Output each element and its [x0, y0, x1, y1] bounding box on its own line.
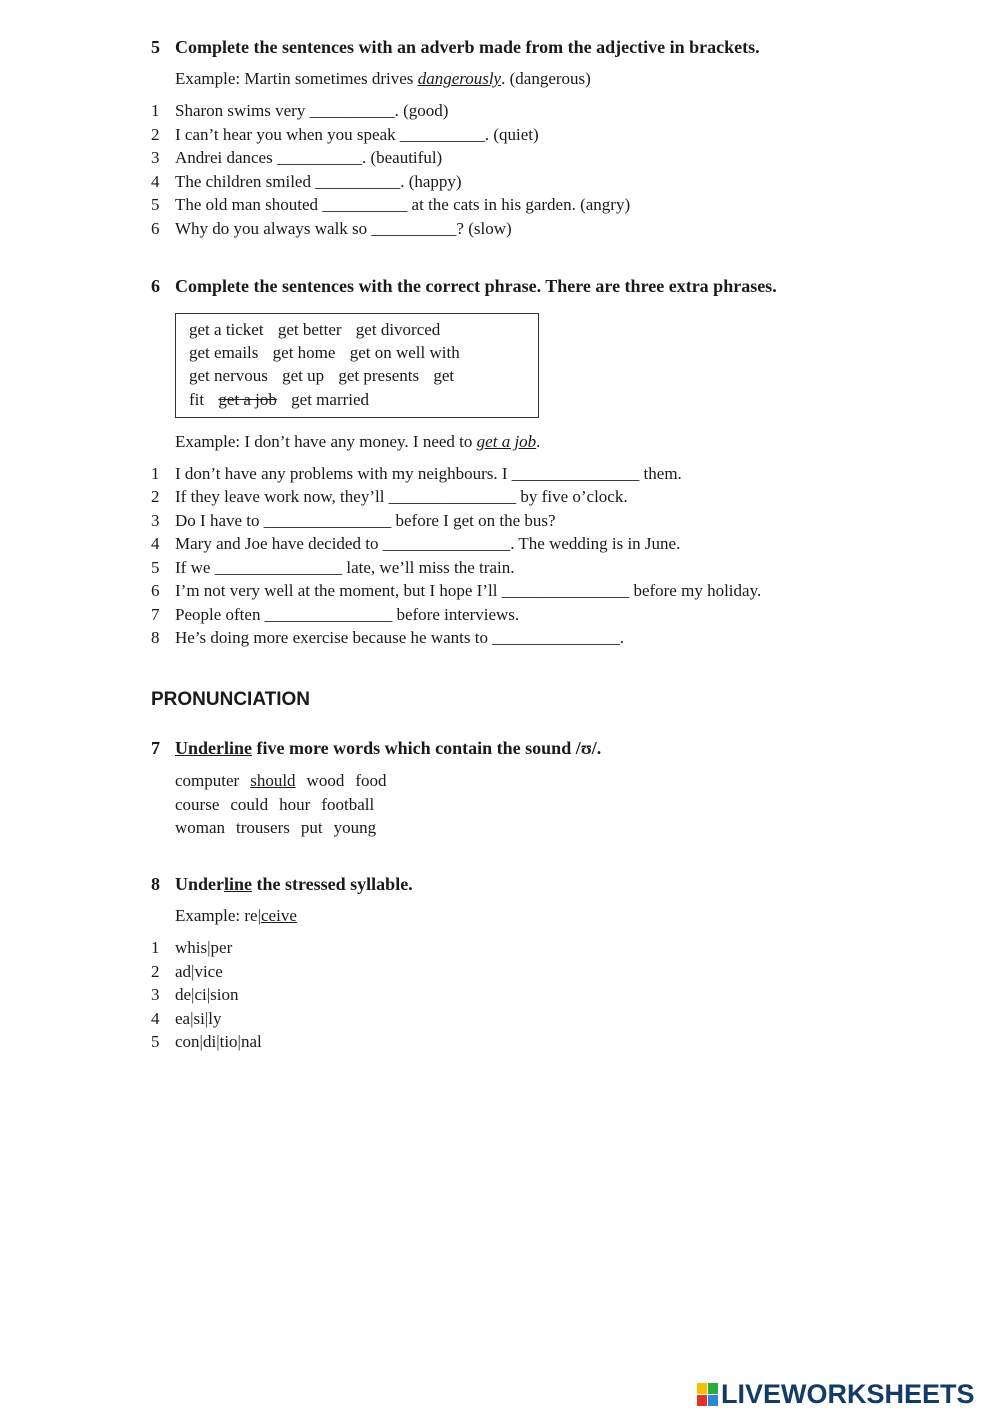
exercise-8-heading	[151, 873, 851, 896]
sentence-with-blank: The old man shouted __________ at the cats in his garden. (angry)	[175, 195, 631, 214]
list-item: 6 I’m not very well at the moment, but I hope I’ll _______________ before my holiday.	[151, 579, 851, 603]
liveworksheets-logo	[697, 1380, 975, 1408]
list-item: 2 If they leave work now, they’ll _______________ by five o’clock.	[151, 485, 851, 509]
list-item: 3 Do I have to _______________ before I get on the bus?	[151, 509, 851, 533]
word: wood	[306, 771, 345, 790]
logo-square	[697, 1395, 707, 1406]
list-item: 6 Why do you always walk so __________? (slow)	[151, 217, 851, 241]
list-item: 4 Mary and Joe have decided to _______________. The wedding is in June.	[151, 532, 851, 556]
sentence-with-blank: Why do you always walk so __________? (slow)	[175, 218, 512, 238]
example-stressed-syllable: ceive	[261, 906, 297, 925]
syllabified-word: con|di|tio|nal	[175, 1032, 262, 1051]
list-item: 8 He’s doing more exercise because he wants to _______________.	[151, 626, 851, 650]
word: football	[321, 794, 375, 814]
sentence-with-blank: People often _______________ before interviews.	[175, 604, 520, 624]
exercise-number: 6	[151, 276, 160, 296]
exercise-5-items	[151, 99, 851, 240]
syllabified-word: de|ci|sion	[175, 985, 239, 1004]
phrase: get a ticket	[189, 320, 264, 339]
phrase: get home	[272, 343, 336, 363]
exercise-instruction: Complete the sentences with an adverb made from the adjective in brackets.	[175, 37, 760, 57]
phrase: get divorced	[355, 320, 441, 339]
exercise-instruction: Underline the stressed syllable.	[175, 874, 413, 894]
list-item: 1 Sharon swims very __________. (good)	[151, 99, 851, 123]
list-item: 2 ad|vice	[151, 960, 851, 984]
exercise-number: 5	[151, 37, 160, 57]
exercise-6-heading	[151, 275, 851, 298]
word-row	[175, 769, 851, 793]
sentence-with-blank: I can’t hear you when you speak __________. (quiet)	[175, 124, 539, 144]
word: computer	[175, 771, 240, 790]
sentence-with-blank: He’s doing more exercise because he wants to _______________.	[175, 628, 624, 648]
sentence-with-blank: Andrei dances __________. (beautiful)	[175, 148, 443, 167]
sentence-with-blank: I’m not very well at the moment, but I hope I’ll _______________ before my holiday.	[175, 581, 762, 601]
list-item: 2 I can’t hear you when you speak __________. (quiet)	[151, 123, 851, 147]
phrase-crossed-out: get a job	[218, 389, 277, 409]
exercise-5	[151, 36, 851, 240]
exercise-instruction: Complete the sentences with the correct phrase. There are three extra phrases.	[175, 276, 777, 296]
exercise-instruction: Underline five more words which contain the sound /ʊ/.	[175, 738, 602, 758]
sentence-with-blank: Mary and Joe have decided to _______________. The wedding is in June.	[175, 534, 681, 554]
list-item: 3 de|ci|sion	[151, 983, 851, 1007]
list-item: 4 ea|si|ly	[151, 1007, 851, 1031]
phrase-row	[189, 388, 526, 411]
phrase: fit	[189, 389, 205, 409]
syllabified-word: ad|vice	[175, 961, 223, 981]
word: food	[355, 771, 387, 790]
exercise-6	[151, 275, 851, 650]
word-underlined-example: should	[250, 771, 296, 790]
example-answer: get a job	[476, 431, 537, 451]
example-line: Example: I don’t have any money. I need to get a job.	[175, 431, 541, 451]
list-item: 7 People often _______________ before interviews.	[151, 603, 851, 627]
logo-square	[708, 1383, 718, 1394]
list-item: 5 con|di|tio|nal	[151, 1030, 851, 1054]
exercise-7	[151, 737, 851, 840]
phrase: get emails	[189, 343, 259, 363]
example-answer: dangerously	[417, 69, 502, 88]
logo-square	[708, 1395, 718, 1406]
example-line: Example: Martin sometimes drives dangerously. (dangerous)	[175, 69, 591, 88]
phrase-row	[189, 318, 526, 341]
phrase: get married	[291, 389, 370, 409]
word: put	[300, 818, 323, 837]
list-item: 4 The children smiled __________. (happy)	[151, 170, 851, 194]
word: young	[333, 818, 377, 837]
phrase-row	[189, 364, 526, 387]
word: hour	[279, 794, 311, 814]
phrase: get on well with	[349, 343, 460, 363]
sentence-with-blank: I don’t have any problems with my neighbours. I _______________ them.	[175, 463, 682, 483]
phrase-row	[189, 341, 526, 364]
syllabified-word: whis|per	[175, 938, 233, 957]
exercise-number: 7	[151, 738, 160, 758]
phrase-box	[175, 313, 539, 418]
exercise-8	[151, 873, 851, 1054]
word: course	[175, 794, 220, 814]
logo-square	[697, 1383, 707, 1394]
word: woman	[175, 818, 226, 837]
list-item: 3 Andrei dances __________. (beautiful)	[151, 146, 851, 170]
logo-text: LIVEWORKSHEETS	[721, 1378, 975, 1409]
exercise-7-heading	[151, 737, 851, 760]
sentence-with-blank: Sharon swims very __________. (good)	[175, 101, 449, 120]
list-item: 1 I don’t have any problems with my neighbours. I _______________ them.	[151, 462, 851, 486]
word-row	[175, 793, 851, 817]
sentence-with-blank: If we _______________ late, we’ll miss the train.	[175, 557, 515, 577]
exercise-6-items	[151, 462, 851, 650]
list-item: 5 If we _______________ late, we’ll miss the train.	[151, 556, 851, 580]
section-heading-pronunciation: PRONUNCIATION	[151, 689, 311, 710]
word: could	[230, 794, 269, 814]
phrase: get up	[282, 366, 325, 386]
phrase: get nervous	[189, 366, 268, 386]
sentence-with-blank: The children smiled __________. (happy)	[175, 171, 462, 191]
exercise-8-items	[151, 936, 851, 1054]
word-row	[175, 816, 851, 840]
phrase: get	[433, 366, 455, 386]
list-item: 1 whis|per	[151, 936, 851, 960]
syllabified-word: ea|si|ly	[175, 1008, 222, 1028]
exercise-5-heading	[151, 36, 851, 59]
word: trousers	[236, 818, 290, 837]
logo-icon	[697, 1383, 718, 1406]
sentence-with-blank: Do I have to _______________ before I get on the bus?	[175, 510, 556, 530]
phrase: get presents	[338, 366, 420, 386]
exercise-number: 8	[151, 874, 160, 894]
sentence-with-blank: If they leave work now, they’ll _______________ by five o’clock.	[175, 487, 628, 507]
list-item: 5 The old man shouted __________ at the cats in his garden. (angry)	[151, 193, 851, 217]
phrase: get better	[277, 320, 342, 339]
example-line: Example: re|ceive	[175, 906, 297, 925]
word-list	[175, 769, 851, 840]
